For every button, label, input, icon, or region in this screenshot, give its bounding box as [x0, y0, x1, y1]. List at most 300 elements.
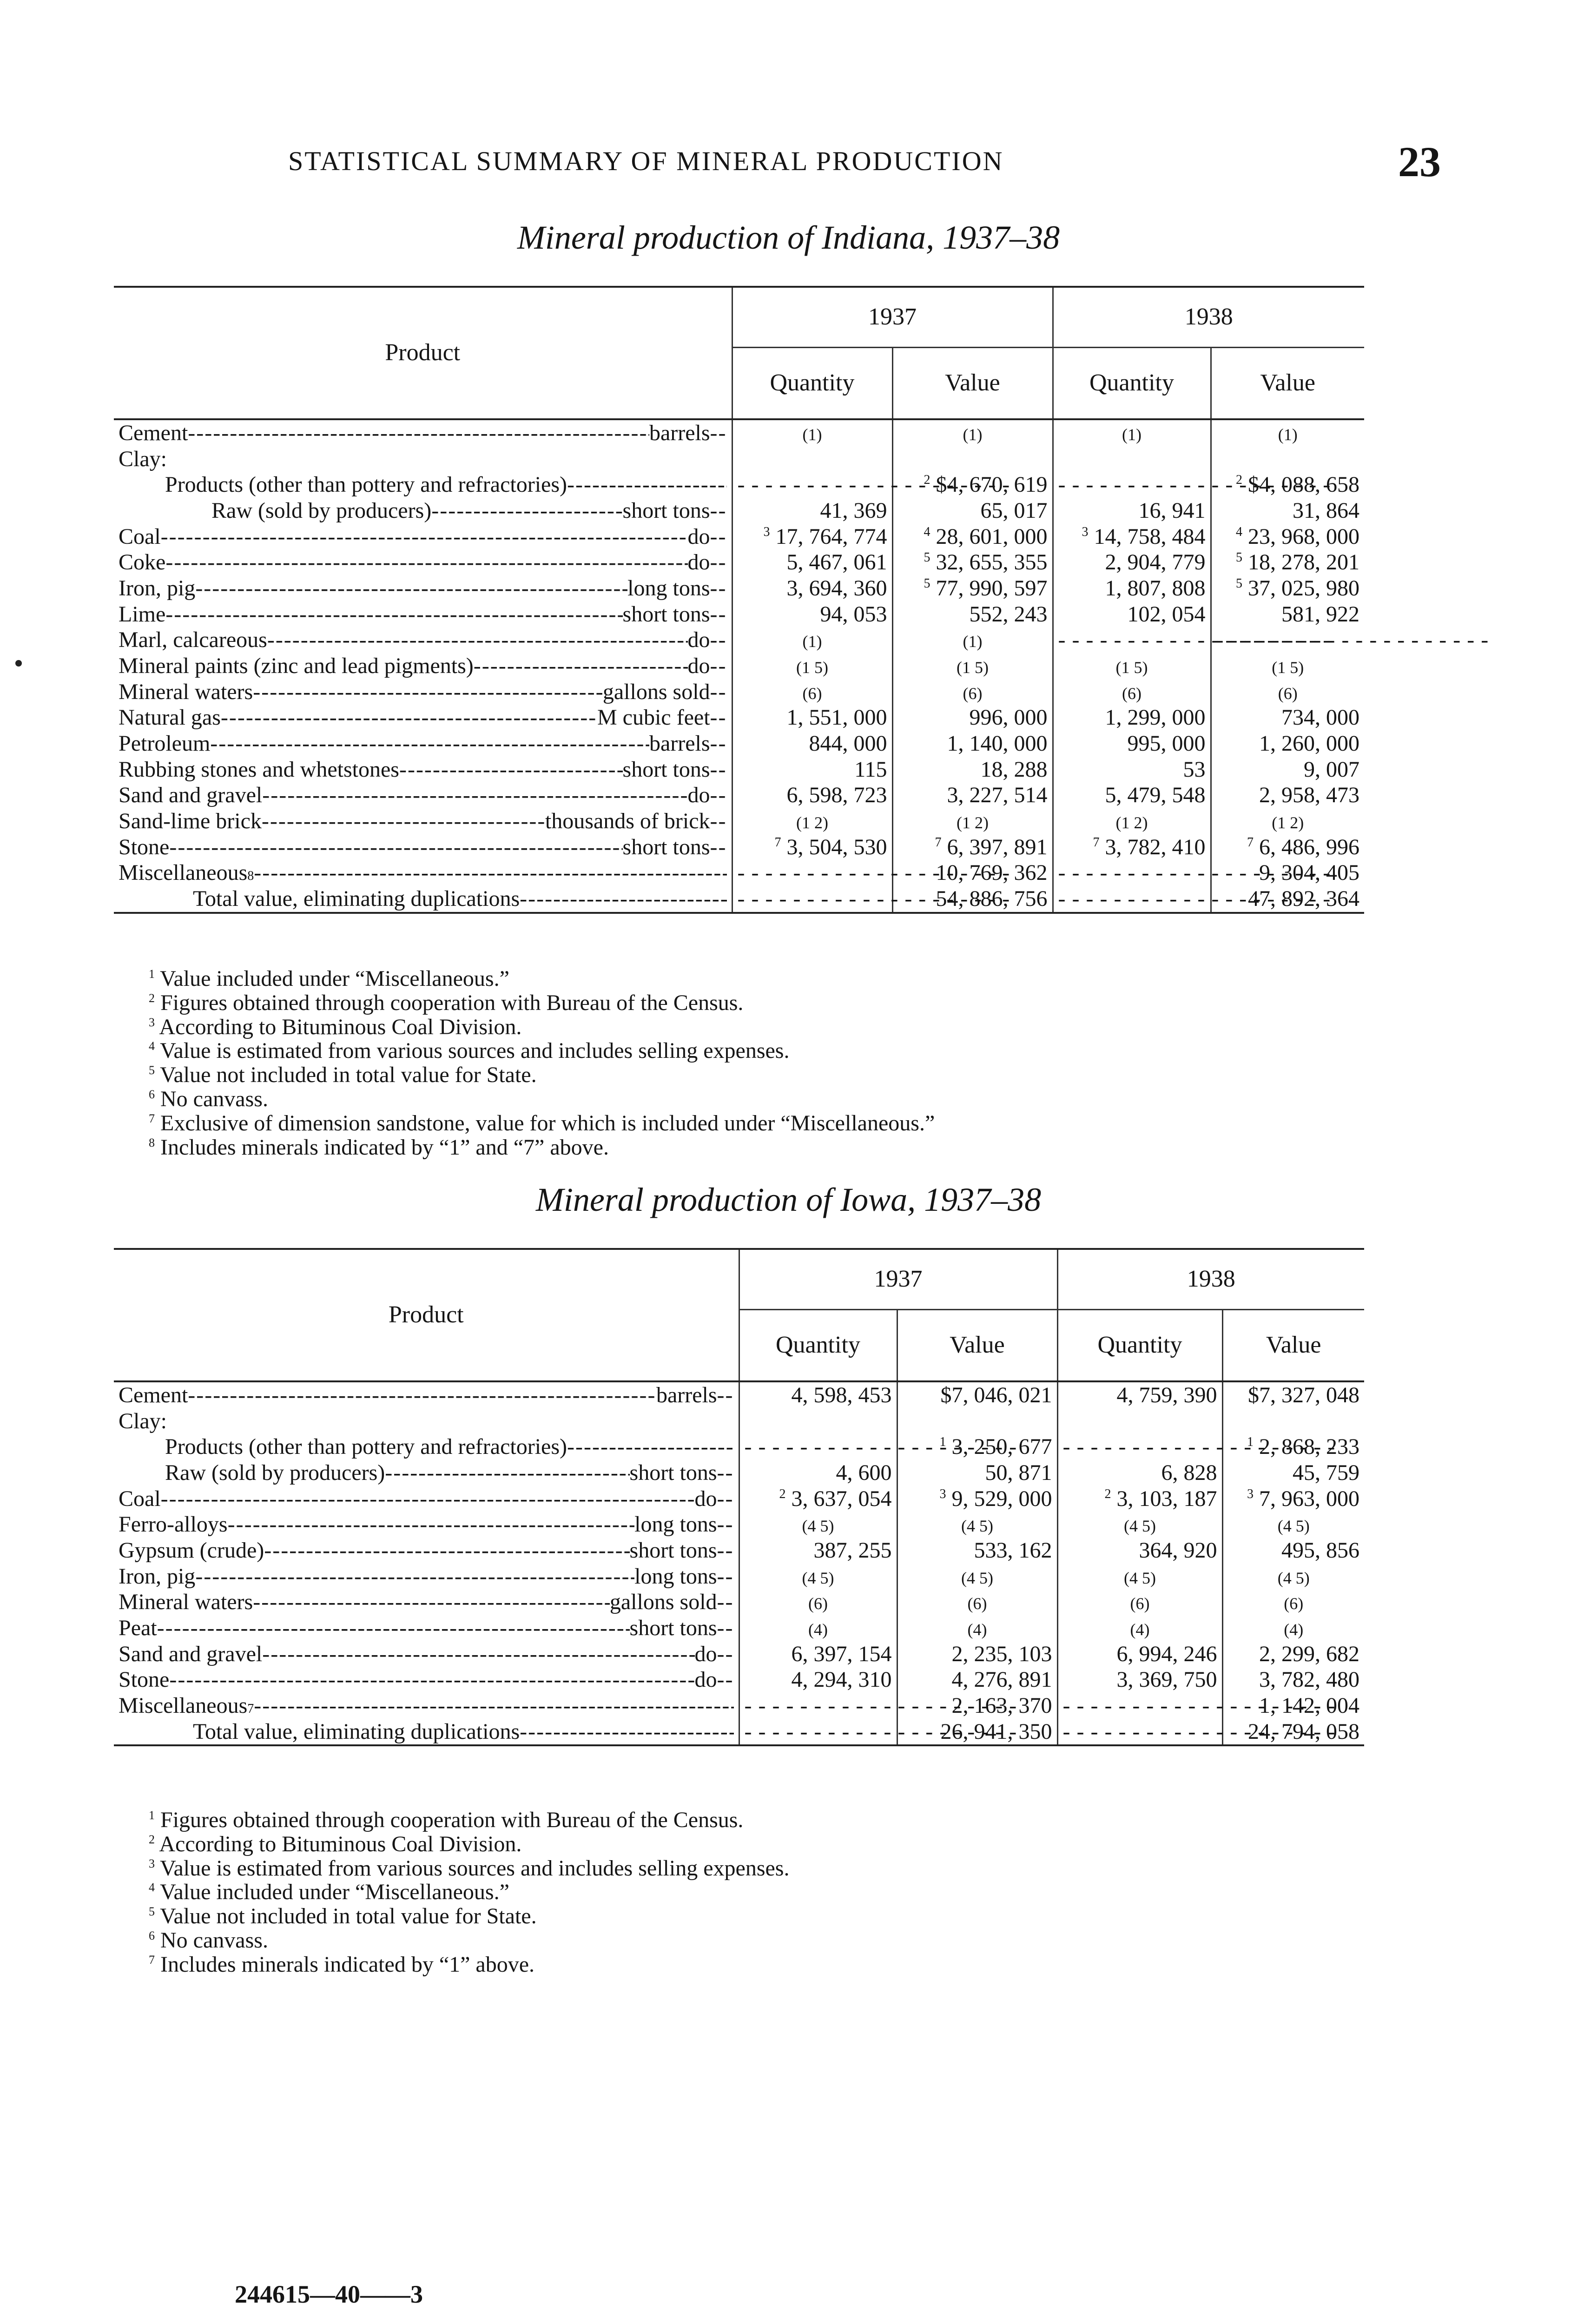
cell-value: 364, 920 [1139, 1538, 1217, 1563]
cell-value: 3, 227, 514 [947, 783, 1048, 808]
cell-value: 734, 000 [1281, 705, 1359, 730]
unit-label: barrels [656, 1383, 717, 1407]
cell-value: 6, 994, 246 [1116, 1641, 1217, 1666]
value-cell [1211, 705, 1364, 731]
cell-value: 31, 864 [1293, 498, 1359, 523]
product-cell: Sand and gravel ----- do -- [114, 782, 732, 808]
footnote-ref: (4) [808, 1620, 828, 1639]
quantity-cell [739, 1667, 897, 1693]
year-header-1937: 1937 [732, 287, 1053, 347]
quantity-cell [1053, 653, 1211, 679]
cell-value: 6, 397, 891 [947, 834, 1048, 859]
unit-label: do [694, 1641, 717, 1666]
product-cell: Iron, pig ----- long tons -- [114, 1564, 739, 1590]
product-cell: Stone ----- do -- [114, 1667, 739, 1693]
product-label: Raw (sold by producers) [165, 1460, 385, 1486]
value-cell [892, 782, 1053, 808]
cell-value: 1, 551, 000 [786, 705, 887, 730]
cell-value: 2, 958, 473 [1259, 783, 1359, 808]
footnote-text: Value not included in total value for State. [160, 1063, 537, 1088]
footnote-ref: 7 [935, 835, 942, 850]
product-label: Petroleum [119, 731, 211, 756]
cell-value: $4, 670, 619 [936, 472, 1048, 497]
product-cell: Coal ----- do -- [114, 1486, 739, 1512]
quantity-cell [1057, 1564, 1222, 1590]
footnote-text: Value included under “Miscellaneous.” [160, 966, 509, 991]
footnote [149, 1136, 935, 1160]
footnote-text: Includes minerals indicated by “1” and “7” above. [160, 1135, 609, 1160]
running-title: STATISTICAL SUMMARY OF MINERAL PRODUCTION [288, 146, 1004, 176]
quantity-cell [1057, 1641, 1222, 1667]
cell-value: 50, 871 [985, 1460, 1052, 1486]
total-quantity-cell [1053, 886, 1211, 913]
value-cell [897, 1538, 1057, 1564]
cell-value: 533, 162 [974, 1538, 1052, 1563]
value-header: Value [1222, 1309, 1364, 1381]
total-value-cell: 24, 794, 058 [1222, 1719, 1364, 1746]
unit-label: M cubic feet [597, 705, 710, 730]
value-cell [1211, 498, 1364, 524]
footnote [149, 1808, 789, 1832]
value-cell [1211, 549, 1364, 575]
quantity-header: Quantity [1057, 1309, 1222, 1381]
quantity-cell [732, 757, 892, 783]
value-cell [892, 731, 1053, 757]
product-cell: Natural gas ----- M cubic feet -- [114, 705, 732, 731]
value-cell [897, 1667, 1057, 1693]
table-row [114, 1615, 1364, 1641]
quantity-cell [739, 1641, 897, 1667]
value-cell [1211, 757, 1364, 783]
cell-value: 3, 504, 530 [786, 834, 887, 859]
table-row [114, 524, 1364, 550]
value-cell [1222, 1667, 1364, 1693]
iowa-footnotes [149, 1808, 789, 1977]
product-cell: Sand and gravel ----- do -- [114, 1641, 739, 1667]
table-row [114, 575, 1364, 601]
footnote-ref: 2 [1104, 1486, 1111, 1501]
footnote-text: Figures obtained through cooperation with Bureau of the Census. [160, 1808, 744, 1832]
table-row [114, 757, 1364, 783]
footnote-text: Figures obtained through cooperation with Bureau of the Census. [160, 990, 744, 1015]
cell-value: 3, 637, 054 [791, 1486, 892, 1511]
footnote-ref: (1 5) [957, 658, 989, 677]
quantity-cell [739, 1589, 897, 1615]
quantity-cell [732, 549, 892, 575]
footnote [149, 1953, 789, 1977]
cell-value: 1, 140, 000 [947, 731, 1048, 756]
value-cell [1211, 419, 1364, 446]
cell-value: 1, 142, 004 [1259, 1693, 1359, 1718]
unit-label: barrels [649, 731, 710, 756]
quantity-cell [1053, 575, 1211, 601]
indiana-table-container [114, 286, 1364, 914]
quantity-cell [1053, 860, 1211, 886]
footnote-text: Value is estimated from various sources and includes selling expenses. [160, 1038, 790, 1063]
value-cell [897, 1381, 1057, 1408]
value-cell [1222, 1538, 1364, 1564]
footnote-ref: (1 5) [1115, 658, 1148, 677]
unit-label: barrels [649, 421, 710, 445]
cell-value: 9, 529, 000 [951, 1486, 1052, 1511]
quantity-cell [739, 1381, 897, 1408]
cell-value: 6, 397, 154 [791, 1641, 892, 1666]
quantity-cell [1053, 472, 1211, 498]
quantity-header: Quantity [739, 1309, 897, 1381]
quantity-cell [1057, 1486, 1222, 1512]
table-row [114, 808, 1364, 834]
footnote-ref: 5 [924, 550, 930, 565]
margin-dot [15, 660, 22, 667]
table-row [114, 1589, 1364, 1615]
product-cell: Ferro-alloys ----- long tons -- [114, 1512, 739, 1538]
footnote [149, 991, 935, 1015]
value-cell [1211, 834, 1364, 860]
unit-label: short tons [629, 1538, 717, 1563]
product-label: Miscellaneous [119, 1693, 248, 1718]
unit-label: short tons [622, 757, 710, 782]
unit-label: gallons sold [609, 1590, 717, 1615]
value-cell [1211, 627, 1364, 653]
product-cell: Mineral waters ----- gallons sold -- [114, 1589, 739, 1615]
cell-value: 9, 304, 405 [1259, 860, 1359, 885]
cell-value: 995, 000 [1127, 731, 1206, 756]
product-cell: Coke ----- do -- [114, 549, 732, 575]
value-cell [892, 757, 1053, 783]
footnote [149, 1832, 789, 1856]
footnote-number: 6 [149, 1088, 155, 1102]
product-cell: Iron, pig ----- long tons -- [114, 575, 732, 601]
product-cell: Coal ----- do -- [114, 524, 732, 550]
product-cell [114, 472, 732, 498]
value-cell [1222, 1589, 1364, 1615]
footnote [149, 1039, 935, 1063]
year-header-1937: 1937 [739, 1249, 1057, 1309]
product-label: Raw (sold by producers) [211, 498, 432, 523]
footnote-ref: 3 [1247, 1486, 1254, 1501]
iowa-table-body [114, 1381, 1364, 1719]
footnote-ref: 5 [1236, 550, 1242, 565]
product-label: Sand and gravel [119, 1641, 263, 1666]
footnote-text: No canvass. [160, 1928, 268, 1953]
cell-value: $7, 046, 021 [940, 1383, 1052, 1407]
value-cell [897, 1408, 1057, 1434]
table-row [114, 731, 1364, 757]
product-label: Stone [119, 1667, 170, 1692]
value-cell [897, 1615, 1057, 1641]
cell-value: 18, 288 [980, 757, 1048, 782]
product-label: Mineral waters [119, 1590, 253, 1615]
indiana-table-title: Mineral production of Indiana, 1937–38 [517, 219, 1060, 256]
quantity-cell [1057, 1434, 1222, 1460]
footnote-ref: (1 5) [796, 658, 828, 677]
cell-value: 45, 759 [1293, 1460, 1359, 1486]
product-cell: Lime ----- short tons -- [114, 601, 732, 627]
value-cell [1211, 782, 1364, 808]
product-label: Ferro-alloys [119, 1512, 228, 1537]
quantity-cell [739, 1693, 897, 1719]
unit-label: do [687, 627, 710, 653]
product-cell: Peat ----- short tons -- [114, 1615, 739, 1641]
footnote-number: 2 [149, 991, 155, 1005]
cell-value: 2, 299, 682 [1259, 1641, 1359, 1666]
quantity-cell [732, 679, 892, 705]
quantity-cell [732, 575, 892, 601]
cell-value: 10, 769, 362 [936, 860, 1048, 885]
value-cell [1222, 1460, 1364, 1486]
total-quantity-cell [732, 886, 892, 913]
cell-value: 4, 598, 453 [791, 1383, 892, 1407]
indiana-total [114, 886, 1364, 913]
value-cell [1211, 601, 1364, 627]
footnote-number: 4 [149, 1039, 155, 1053]
quantity-cell [1053, 601, 1211, 627]
footnote-ref: (1) [963, 632, 983, 651]
quantity-cell [732, 446, 892, 472]
quantity-cell [739, 1538, 897, 1564]
quantity-cell [1053, 679, 1211, 705]
cell-value: 6, 598, 723 [786, 783, 887, 808]
quantity-cell [732, 627, 892, 653]
footnote-number: 5 [149, 1905, 155, 1919]
total-value-cell: 26, 941, 350 [897, 1719, 1057, 1746]
unit-label: short tons [622, 601, 710, 627]
product-label: Cement [119, 421, 188, 445]
footnote-ref: (6) [802, 684, 822, 703]
table-row [114, 1512, 1364, 1538]
footnote-ref: 1 [1247, 1435, 1254, 1450]
cell-value: 3, 369, 750 [1116, 1667, 1217, 1692]
cell-value: 1, 299, 000 [1105, 705, 1206, 730]
footnote-ref: 7 [1247, 835, 1254, 850]
product-label: Products (other than pottery and refractories) [165, 472, 567, 497]
value-cell [897, 1460, 1057, 1486]
footnote-number: 6 [149, 1929, 155, 1943]
footnote-ref: (1 2) [1115, 813, 1148, 832]
quantity-cell [1057, 1538, 1222, 1564]
table-row [114, 705, 1364, 731]
unit-label: gallons sold [602, 679, 710, 704]
cell-value: 65, 017 [980, 498, 1048, 523]
cell-value: 3, 694, 360 [786, 576, 887, 601]
footnote-ref: (1 2) [1272, 813, 1304, 832]
value-cell [1211, 653, 1364, 679]
value-cell [1211, 524, 1364, 550]
quantity-cell [739, 1460, 897, 1486]
unit-label: long tons [634, 1564, 717, 1589]
footnote-ref: (1) [802, 425, 822, 444]
iowa-production-table [114, 1248, 1364, 1746]
quantity-cell [739, 1434, 897, 1460]
value-cell [1211, 679, 1364, 705]
cell-value: 32, 655, 355 [936, 550, 1048, 575]
footnote-ref: 4 [924, 524, 930, 539]
footnote [149, 967, 935, 991]
value-cell [897, 1589, 1057, 1615]
cell-value: 4, 276, 891 [951, 1667, 1052, 1692]
table-row [114, 627, 1364, 653]
value-cell [892, 653, 1053, 679]
iowa-total [114, 1719, 1364, 1746]
cell-value: 3, 250, 677 [951, 1434, 1052, 1459]
footnote-number: 1 [149, 1809, 155, 1822]
value-cell [892, 549, 1053, 575]
table-row [114, 1667, 1364, 1693]
value-cell [1222, 1486, 1364, 1512]
quantity-cell [1053, 757, 1211, 783]
cell-value: 581, 922 [1281, 601, 1359, 627]
footnote-ref: 2 [924, 473, 930, 488]
footnote [149, 1904, 789, 1928]
quantity-cell [739, 1486, 897, 1512]
footnote-ref: (6) [1122, 684, 1142, 703]
value-cell [1211, 575, 1364, 601]
footnote-ref: (4 5) [802, 1517, 834, 1536]
footnote-text: Value is estimated from various sources and includes selling expenses. [160, 1855, 790, 1881]
value-cell [897, 1564, 1057, 1590]
footnote-ref: 3 [1082, 524, 1089, 539]
product-label: Coke [119, 550, 166, 575]
quantity-cell [1053, 524, 1211, 550]
unit-label: short tons [629, 1460, 717, 1486]
value-cell [1222, 1615, 1364, 1641]
cell-value: 6, 828 [1161, 1460, 1217, 1486]
quantity-cell [1057, 1589, 1222, 1615]
cell-value: 6, 486, 996 [1259, 834, 1359, 859]
product-label: Cement [119, 1383, 188, 1407]
table-row [114, 1641, 1364, 1667]
cell-value: 53 [1183, 757, 1206, 782]
footnote-number: 8 [149, 1136, 155, 1149]
footnote-text: Exclusive of dimension sandstone, value for which is included under “Miscellaneous.” [160, 1110, 935, 1136]
cell-value: 552, 243 [969, 601, 1048, 627]
cell-value: 9, 007 [1304, 757, 1359, 782]
cell-value: 2, 163, 370 [951, 1693, 1052, 1718]
value-cell [897, 1486, 1057, 1512]
footnote [149, 1063, 935, 1087]
quantity-cell [1053, 549, 1211, 575]
cell-value: 844, 000 [809, 731, 887, 756]
product-cell: Petroleum ----- barrels -- [114, 731, 732, 757]
product-label: Mineral waters [119, 679, 253, 704]
table-row [114, 472, 1364, 498]
product-label: Sand and gravel [119, 783, 263, 808]
footnote-ref: 7 [774, 835, 781, 850]
footnote-ref: (6) [967, 1594, 987, 1613]
value-cell [892, 446, 1053, 472]
footnote-ref: (6) [808, 1594, 828, 1613]
footnote-ref: (4 5) [802, 1568, 834, 1587]
cell-value: 4, 759, 390 [1116, 1383, 1217, 1407]
unit-label: long tons [634, 1512, 717, 1537]
quantity-cell [732, 808, 892, 834]
footnote-ref: 5 [924, 576, 930, 591]
footnote-ref: (4 5) [1124, 1517, 1156, 1536]
product-cell: Stone ----- short tons -- [114, 834, 732, 860]
product-cell: Rubbing stones and whetstones ----- short tons -- [114, 757, 732, 783]
product-cell: Gypsum (crude) ----- short tons -- [114, 1538, 739, 1564]
footnote-ref: (4) [967, 1620, 987, 1639]
indiana-production-table [114, 286, 1364, 914]
footnote-number: 4 [149, 1881, 155, 1895]
value-cell [1222, 1408, 1364, 1434]
quantity-cell [1057, 1615, 1222, 1641]
total-label-cell: Total value, eliminating duplications ----- [114, 886, 732, 913]
product-cell: Sand-lime brick ----- thousands of brick -- [114, 808, 732, 834]
footnote [149, 1111, 935, 1136]
cell-value: 495, 856 [1281, 1538, 1359, 1563]
table-row [114, 601, 1364, 627]
total-quantity-cell [739, 1719, 897, 1746]
footnote-ref: (6) [1130, 1594, 1150, 1613]
cell-value: 2, 868, 233 [1259, 1434, 1359, 1459]
cell-value: 996, 000 [969, 705, 1048, 730]
table-row [114, 834, 1364, 860]
quantity-cell [732, 472, 892, 498]
unit-label: do [694, 1486, 717, 1511]
table-row [114, 653, 1364, 679]
quantity-cell [732, 834, 892, 860]
cell-value: 3, 103, 187 [1116, 1486, 1217, 1511]
quantity-cell [1057, 1693, 1222, 1719]
year-header-1938: 1938 [1057, 1249, 1364, 1309]
product-cell [114, 1434, 739, 1460]
cell-value: 16, 941 [1138, 498, 1206, 523]
cell-value: 115 [854, 757, 887, 782]
unit-label: do [687, 654, 710, 679]
product-label: Sand-lime brick [119, 809, 262, 834]
quantity-cell [732, 782, 892, 808]
cell-value: 1, 807, 808 [1105, 576, 1206, 601]
footnote-number: 3 [149, 1015, 155, 1029]
product-cell: Marl, calcareous ----- do -- [114, 627, 732, 653]
product-label: Mineral paints (zinc and lead pigments) [119, 654, 474, 679]
product-cell: Miscellaneous 8 ----- [114, 860, 732, 886]
unit-label: thousands of brick [545, 809, 710, 834]
quantity-cell [1053, 834, 1211, 860]
footnote-ref: 3 [763, 524, 770, 539]
footnote-ref: (6) [963, 684, 983, 703]
value-cell [1222, 1381, 1364, 1408]
footnote-ref: (1) [1278, 425, 1298, 444]
quantity-cell [1053, 627, 1211, 653]
footnote-text: Value included under “Miscellaneous.” [160, 1880, 509, 1905]
cell-value: 28, 601, 000 [936, 524, 1048, 549]
quantity-cell [1053, 446, 1211, 472]
product-cell: Mineral waters ----- gallons sold -- [114, 679, 732, 705]
footnote-number: 3 [149, 1856, 155, 1870]
product-label: Clay: [119, 1408, 167, 1433]
cell-value: 14, 758, 484 [1094, 524, 1206, 549]
cell-value: 41, 369 [820, 498, 887, 523]
value-cell [892, 524, 1053, 550]
quantity-cell [1053, 419, 1211, 446]
value-cell [892, 627, 1053, 653]
unit-label: short tons [622, 834, 710, 859]
value-cell [892, 808, 1053, 834]
cell-value: 5, 479, 548 [1105, 783, 1206, 808]
product-label: Miscellaneous [119, 860, 248, 885]
quantity-cell [1053, 705, 1211, 731]
cell-value: $7, 327, 048 [1248, 1383, 1359, 1407]
footnote [149, 1015, 935, 1039]
product-header: Product [114, 1249, 739, 1381]
footnote-ref: (6) [1284, 1594, 1304, 1613]
footnote-ref: (1 2) [796, 813, 828, 832]
quantity-cell [1057, 1408, 1222, 1434]
quantity-cell [1057, 1381, 1222, 1408]
footnote-ref: (1) [963, 425, 983, 444]
